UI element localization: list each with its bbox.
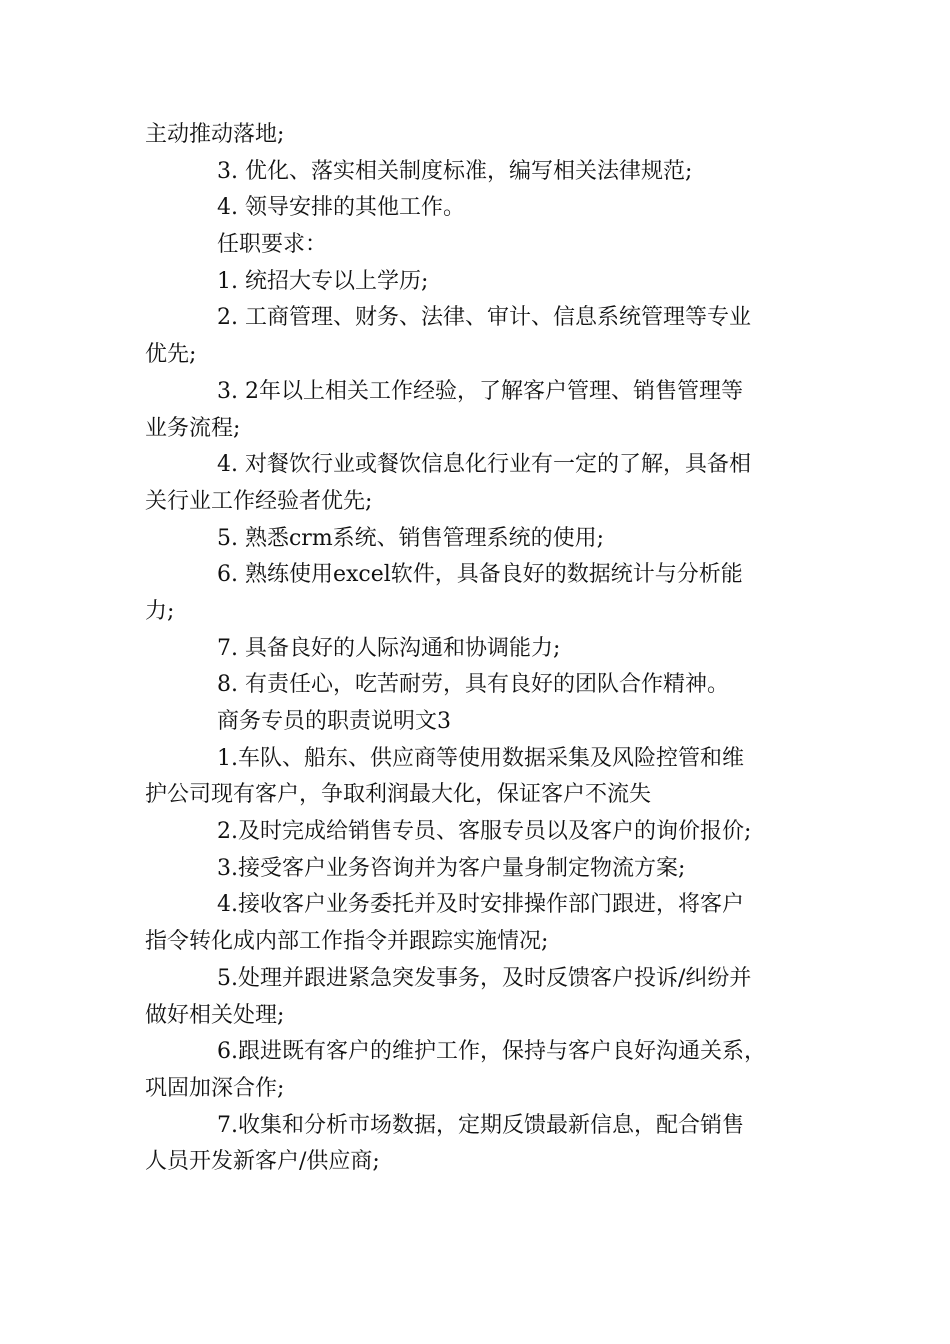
text-line: 指令转化成内部工作指令并跟踪实施情况;: [145, 929, 549, 955]
text-line: 8. 有责任心，吃苦耐劳，具有良好的团队合作精神。: [217, 672, 729, 698]
section-heading: 商务专员的职责说明文3: [217, 709, 451, 734]
text-line: 6.跟进既有客户的维护工作，保持与客户良好沟通关系，: [217, 1039, 766, 1065]
text-line: 主动推动落地;: [145, 122, 285, 147]
text-line: 6. 熟练使用excel软件，具备良好的数据统计与分析能: [217, 562, 743, 588]
text-line: 5.处理并跟进紧急突发事务，及时反馈客户投诉/纠纷并: [217, 965, 752, 991]
text-line: 4. 领导安排的其他工作。: [217, 195, 465, 221]
text-line: 1.车队、船东、供应商等使用数据采集及风险控管和维: [217, 745, 744, 771]
text-line: 1. 统招大专以上学历;: [217, 268, 429, 294]
text-line: 优先;: [145, 342, 197, 368]
document-body: [145, 117, 805, 1181]
text-line: 4.接收客户业务委托并及时安排操作部门跟进，将客户: [217, 892, 744, 918]
text-line: 做好相关处理;: [145, 1002, 285, 1028]
text-line: 7. 具备良好的人际沟通和协调能力;: [217, 635, 561, 661]
text-line: 业务流程;: [145, 415, 241, 441]
text-line: 4. 对餐饮行业或餐饮信息化行业有一定的了解，具备相: [217, 452, 751, 478]
section-heading: 任职要求：: [217, 232, 328, 258]
text-line: 2. 工商管理、财务、法律、审计、信息系统管理等专业: [217, 305, 751, 331]
text-line: 巩固加深合作;: [145, 1075, 285, 1101]
text-line: 5. 熟悉crm系统、销售管理系统的使用;: [217, 525, 605, 551]
text-line: 关行业工作经验者优先;: [145, 488, 373, 514]
text-line: 2.及时完成给销售专员、客服专员以及客户的询价报价;: [217, 819, 752, 845]
text-line: 护公司现有客户，争取利润最大化，保证客户不流失: [145, 782, 652, 808]
text-line: 力;: [145, 598, 175, 624]
text-line: 3. 2年以上相关工作经验，了解客户管理、销售管理等: [217, 378, 743, 404]
text-line: 3. 优化、落实相关制度标准，编写相关法律规范;: [217, 158, 693, 184]
text-line: 7.收集和分析市场数据，定期反馈最新信息，配合销售: [217, 1112, 744, 1138]
text-line: 人员开发新客户/供应商;: [145, 1149, 380, 1175]
text-line: 3.接受客户业务咨询并为客户量身制定物流方案;: [217, 855, 686, 881]
